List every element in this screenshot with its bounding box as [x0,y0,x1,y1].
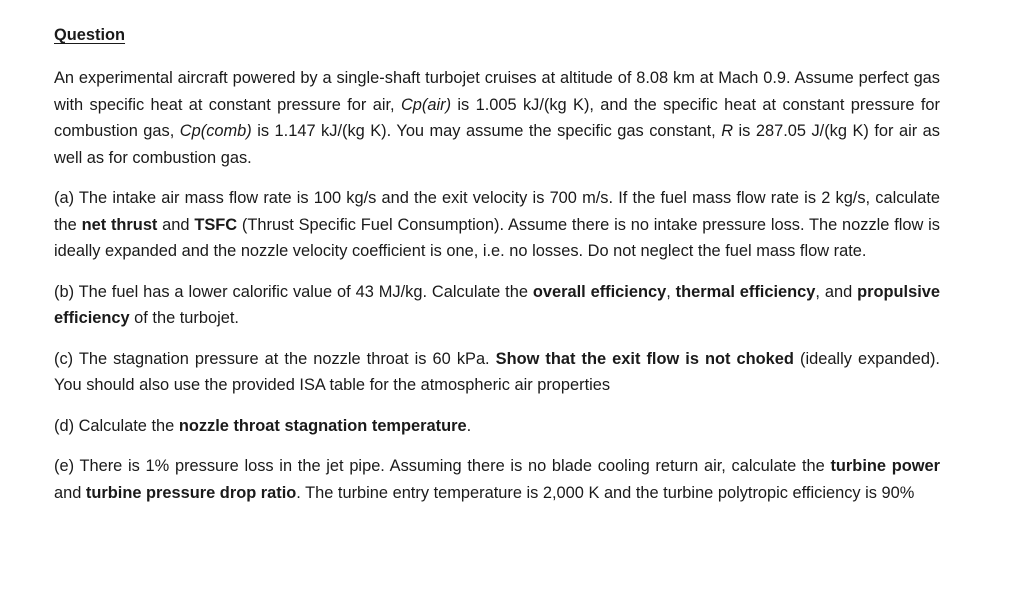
part-c-paragraph [54,346,940,399]
part-b-text-4: of the turbojet. [129,309,239,327]
part-c-text-1: (c) The stagnation pressure at the nozzle throat is 60 kPa. [54,349,496,368]
part-d-text-2: . [466,416,472,435]
net-thrust-term: net thrust [81,215,158,234]
intro-text-1: An experimental aircraft powered by a single-shaft turbojet cruises at altitude of 8.08 km at Mach 0.9. Assume perfect gas with specific heat at constant pressure for air, [54,69,940,114]
part-e-paragraph [54,453,940,506]
turbine-pressure-drop-ratio-term: turbine pressure drop ratio [85,483,297,502]
part-a-text-2: and [157,215,195,234]
part-b-text-1: (b) The fuel has a lower calorific value of 43 MJ/kg. Calculate the [54,282,533,301]
part-a-text-1: (a) The intake air mass flow rate is 100 kg/s and the exit velocity is 700 m/s. If the fuel mass flow rate is 2 kg/s, calculate the [54,189,940,234]
part-a-paragraph [54,185,940,265]
intro-text-3: is 1.147 kJ/(kg K). You may assume the specific gas constant, [251,122,722,140]
cp-comb-symbol: Cp(comb) [179,122,252,140]
not-choked-term: Show that the exit flow is not choked [495,349,794,368]
thermal-efficiency-term: thermal efficiency [675,282,816,301]
part-e-text-2: and [54,483,86,502]
part-d-paragraph [54,413,940,440]
document [54,22,940,520]
intro-text-2: is 1.005 kJ/(kg K), and the specific heat at constant pressure for combustion gas, [54,95,941,140]
tsfc-term: TSFC [194,215,238,234]
overall-efficiency-term: overall efficiency [532,282,667,301]
part-b-text-3: , and [815,282,858,301]
part-b-text-2: , [666,282,676,301]
cp-air-symbol: Cp(air) [400,95,452,114]
part-c-text-2: (ideally expanded). You should also use the provided ISA table for the atmospheric air properties [54,349,940,394]
propulsive-efficiency-term: propulsive efficiency [54,282,940,327]
question-heading: Question [54,26,126,44]
part-a-text-3: (Thrust Specific Fuel Consumption). Assume there is no intake pressure loss. The nozzle flow is ideally expanded and the nozzle velocity coefficient is one, i.e. no losses. Do not neglect the fuel mass flow rate. [54,215,940,260]
turbine-power-term: turbine power [830,457,940,475]
part-d-text-1: (d) Calculate the [54,416,179,435]
intro-text-4: is 287.05 J/(kg K) for air as well as for combustion gas. [54,122,940,167]
throat-stagnation-temperature-term: nozzle throat stagnation temperature [178,416,467,435]
part-e-text-1: (e) There is 1% pressure loss in the jet pipe. Assuming there is no blade cooling return air, calculate the [54,457,831,475]
intro-paragraph [54,65,940,171]
part-e-text-3: . The turbine entry temperature is 2,000 K and the turbine polytropic efficiency is 90% [296,483,915,502]
part-b-paragraph [54,279,940,332]
r-symbol: R [721,122,734,140]
